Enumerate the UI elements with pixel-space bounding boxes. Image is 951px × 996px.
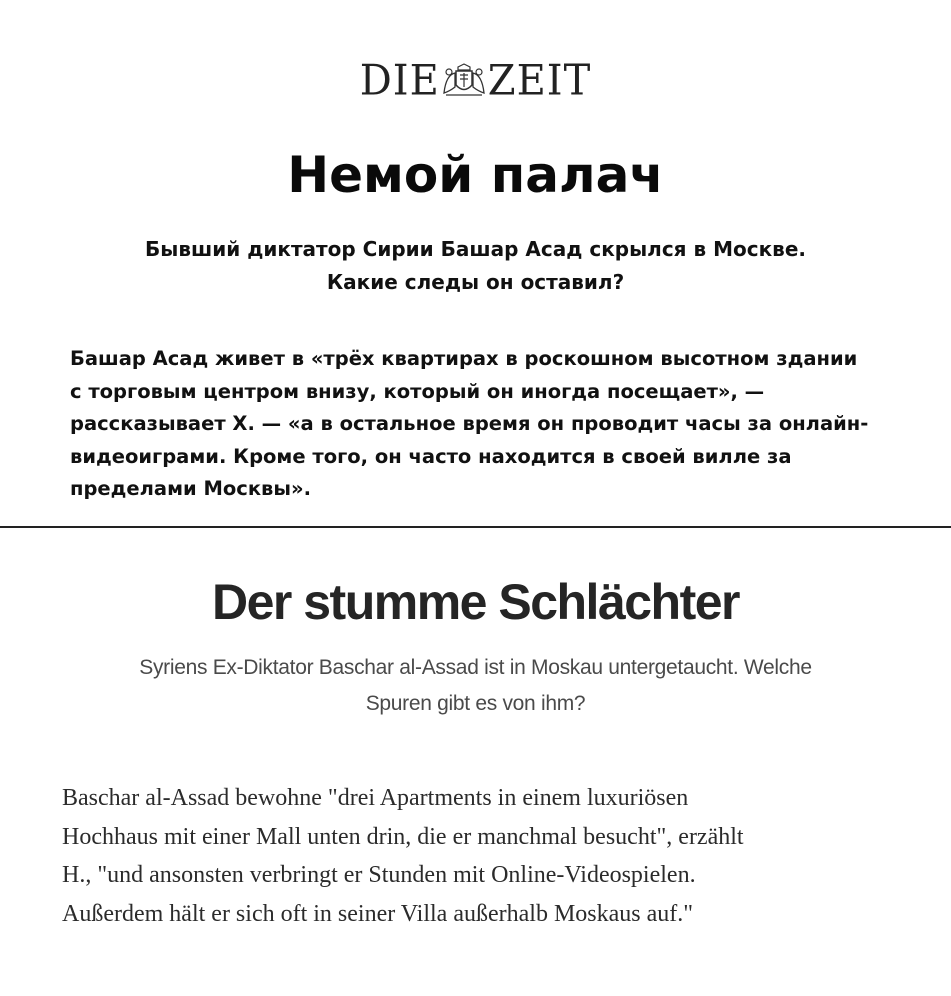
german-body-line: H., "und ansonsten verbringt er Stunden mit Online-Videospielen. [62, 862, 696, 888]
russian-subheadline-line-2: Какие следы он оставил? [326, 270, 625, 294]
russian-headline: Немой палач [287, 146, 664, 204]
german-headline: Der stumme Schlächter [211, 574, 740, 630]
russian-subheadline-line-1: Бывший диктатор Сирии Башар Асад скрылся в Москве. [144, 237, 806, 261]
section-divider [0, 526, 951, 528]
die-zeit-logo [0, 58, 951, 104]
german-body-line: Außerdem hält er sich oft in seiner Villa außerhalb Moskaus auf." [62, 900, 694, 927]
german-subheadline-line-2: Spuren gibt es von ihm? [365, 692, 586, 715]
german-subheadline [70, 650, 881, 722]
german-body-line: Baschar al-Assad bewohne "drei Apartments in einem luxuriösen [62, 785, 689, 811]
logo-left-word: DIE [359, 56, 440, 106]
russian-body-paragraph: Башар Асад живет в «трёх квартирах в роскошном высотном здании с торговым центром внизу, который он иногда посещает», — рассказывает Х. — «а в остальное время он проводит часы за онлайн-видеоиграми. Кроме того, он часто находится в своей вилле за пределами Москвы». [70, 347, 869, 500]
logo-right-word: ZEIT [487, 56, 592, 106]
german-subheadline-line-1: Syriens Ex-Diktator Baschar al-Assad ist in Moskau untergetaucht. Welche [139, 656, 812, 679]
russian-subheadline [80, 233, 871, 299]
german-body-paragraph [62, 779, 902, 933]
coat-of-arms-icon [442, 63, 486, 99]
german-body-line: Hochhaus mit einer Mall unten drin, die er manchmal besucht", erzählt [62, 823, 744, 850]
